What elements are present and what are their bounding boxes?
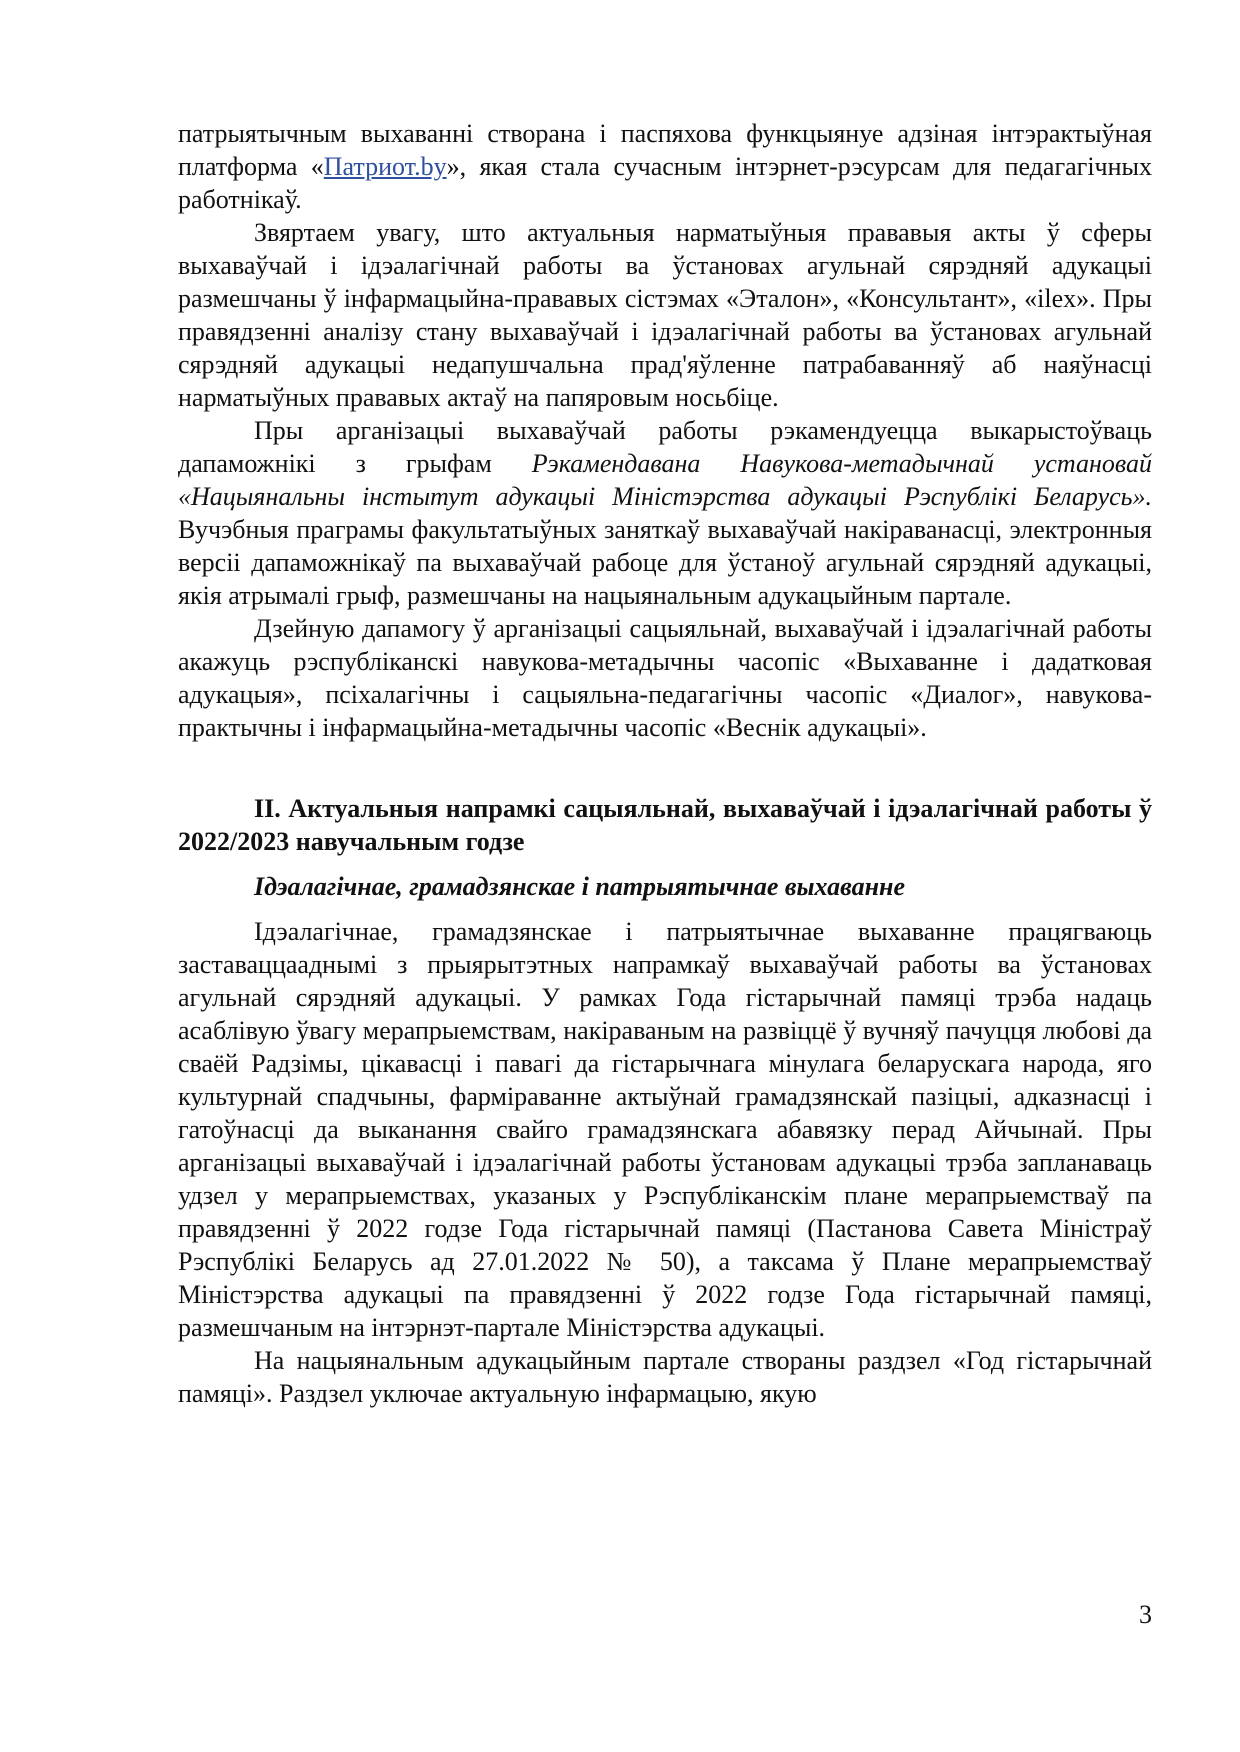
paragraph-6: На нацыянальным адукацыйным партале створаны раздзел «Год гістарычнай памяці». Раздзел уключае актуальную інфармацыю, якую	[178, 1346, 1152, 1408]
paragraph-3	[178, 414, 1152, 612]
paragraph-4: Дзейную дапамогу ў арганізацыі сацыяльнай, выхаваўчай і ідэалагічнай работы акажуць рэспубліканскі навукова-метадычны часопіс «Выхаванне і дадатковая адукацыя», псіхалагічны і сацыяльна-педагагічны часопіс «Диалог», навукова-практычны і інфармацыйна-метадычны часопіс «Веснік адукацыі».	[178, 614, 1152, 742]
paragraph-3-text-after: Вучэбныя праграмы факультатыўных заняткаў выхаваўчай накіраванасці, электронныя версіі дапаможнікаў па выхаваўчай рабоце для ўстаноў агульнай сярэдняй адукацыі, якія атрымалі грыф, размешчаны на нацыянальным адукацыйным партале.	[178, 515, 1152, 610]
paragraph-1-text-before: патрыятычным выхаванні створана і паспяхова функцыянуе адзіная інтэрактыўная платформа «	[178, 119, 1152, 181]
paragraph-1-text-after: », якая стала сучасным інтэрнет-рэсурсам для педагагічных работнікаў.	[178, 152, 1153, 214]
paragraph-3-text-before: Пры арганізацыі выхаваўчай работы рэкамендуецца выкарыстоўваць дапаможнікі з грыфам	[178, 416, 1152, 478]
paragraph-1	[178, 117, 1152, 216]
page-number: 3	[1139, 1600, 1152, 1629]
document-page	[178, 117, 1152, 1410]
paragraph-2: Звяртаем увагу, што актуальныя нарматыўныя прававыя акты ў сферы выхаваўчай і ідэалагічнай работы ва ўстановах агульнай сярэдняй адукацыі размешчаны ў інфармацыйна-прававых сістэмах «Эталон», «Консультант», «ilex». Пры правядзенні аналізу стану выхаваўчай і ідэалагічнай работы ва ўстановах агульнай сярэдняй адукацыі недапушчальна прад'яўленне патрабаванняў аб наяўнасці нарматыўных прававых актаў на папяровым носьбіце.	[178, 218, 1152, 412]
patriot-by-link[interactable]: Патриот.by	[323, 152, 447, 181]
section-heading: ІІ. Актуальныя напрамкі сацыяльнай, выхаваўчай і ідэалагічнай работы ў 2022/2023 навучальным годзе	[178, 794, 1152, 856]
paragraph-5: Ідэалагічнае, грамадзянскае і патрыятычнае выхаванне працягваюць заставаццааднымі з прыярытэтных напрамкаў выхаваўчай работы ва ўстановах агульнай сярэдняй адукацыі. У рамках Года гістарычнай памяці трэба надаць асаблівую ўвагу мерапрыемствам, накіраваным на развіццё ў вучняў пачуцця любові да сваёй Радзімы, цікавасці і павагі да гістарычнага мінулага беларускага народа, яго культурнай спадчыны, фарміраванне актыўнай грамадзянскай пазіцыі, адказнасці і гатоўнасці да выканання свайго грамадзянскага абавязку перад Айчынай. Пры арганізацыі выхаваўчай і ідэалагічнай работы ўстановам адукацыі трэба запланаваць удзел у мерапрыемствах, указаных у Рэспубліканскім плане мерапрыемстваў па правядзенні ў 2022 годзе Года гістарычнай памяці (Пастанова Савета Міністраў Рэспублікі Беларусь ад 27.01.2022 № 50), а таксама ў Плане мерапрыемстваў Міністэрства адукацыі па правядзенні ў 2022 годзе Года гістарычнай памяці, размешчаным на інтэрнэт-партале Міністэрства адукацыі.	[178, 917, 1152, 1342]
paragraph-3-italic-grif: Рэкамендавана Навукова-метадычнай установай «Нацыянальны інстытут адукацыі Міністэрства адукацыі Рэспублікі Беларусь».	[178, 449, 1153, 511]
sub-heading: Ідэалагічнае, грамадзянскае і патрыятычнае выхаванне	[254, 872, 906, 901]
